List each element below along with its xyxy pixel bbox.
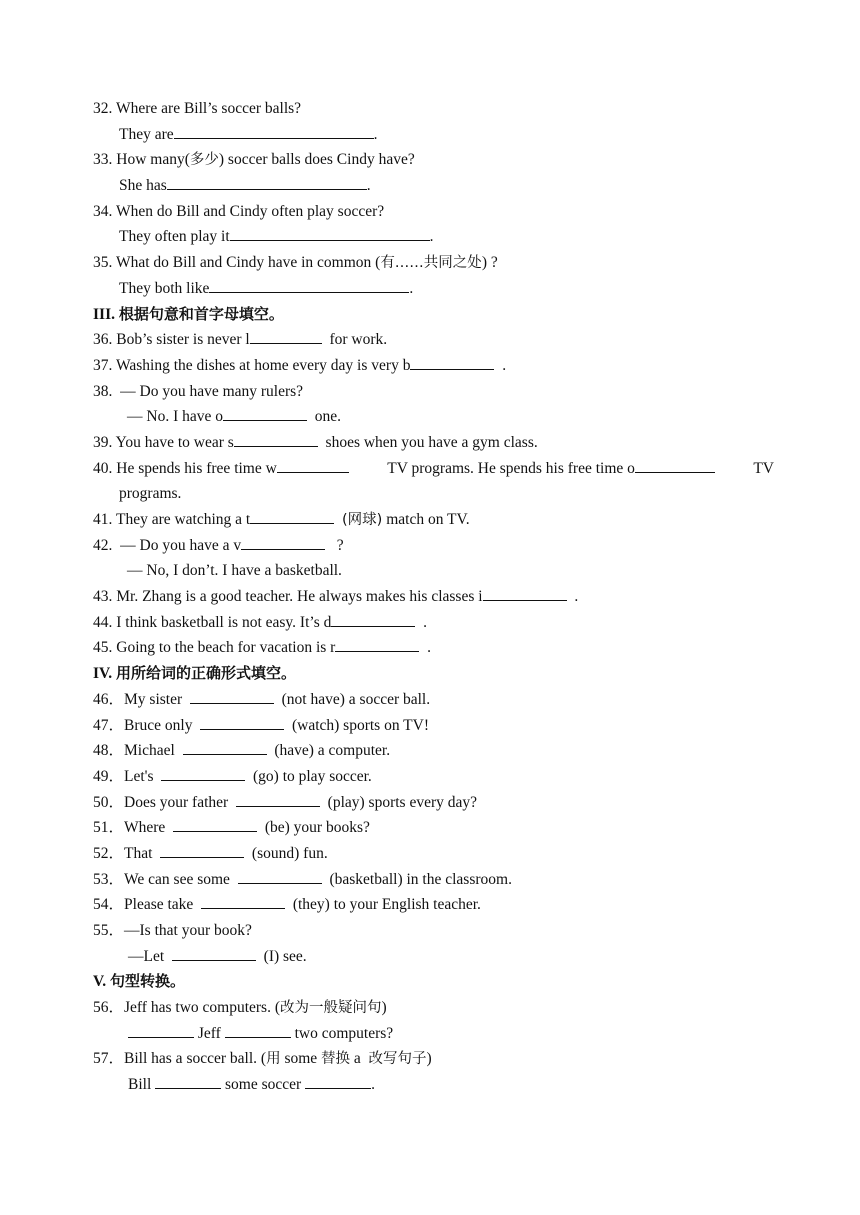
- answer-blank[interactable]: [172, 944, 256, 961]
- question-number: 34.: [93, 202, 113, 220]
- answer-blank[interactable]: [160, 841, 244, 858]
- question-55: [0, 918, 860, 944]
- answer-prefix: They are: [119, 125, 174, 143]
- question-38-reply: [0, 404, 860, 430]
- question-38: [0, 379, 860, 405]
- worksheet: [0, 96, 860, 1098]
- question-text: — No. I have o: [127, 408, 223, 426]
- question-57: [0, 1046, 860, 1072]
- question-number: 46．: [93, 690, 125, 708]
- question-42: [0, 533, 860, 559]
- answer-57: [0, 1072, 860, 1098]
- question-text: 36. Bob’s sister is never l: [93, 331, 250, 349]
- answer-blank[interactable]: [209, 276, 409, 293]
- section-title: 根据句意和首字母填空。: [118, 304, 284, 323]
- question-text: — No, I don’t. I have a basketball.: [127, 562, 342, 580]
- answer-blank[interactable]: [201, 892, 285, 909]
- question-text: 43. Mr. Zhang is a good teacher. He always makes his classes i: [93, 588, 483, 606]
- answer-56: [0, 1021, 860, 1047]
- question-text: some: [284, 1050, 318, 1068]
- question-number: 47．: [93, 716, 125, 734]
- answer-blank[interactable]: [161, 764, 245, 781]
- question-46: [0, 687, 860, 713]
- question-text: —Let: [128, 947, 165, 965]
- answer-blank[interactable]: [238, 867, 322, 884]
- question-number: 32.: [93, 100, 113, 117]
- question-text: How many(: [116, 151, 190, 169]
- question-text: (not have) a soccer ball.: [281, 690, 431, 708]
- answer-blank[interactable]: [410, 353, 494, 370]
- question-text: 45. Going to the beach for vacation is r: [93, 639, 336, 657]
- answer-blank[interactable]: [200, 713, 284, 730]
- question-52: [0, 841, 860, 867]
- chinese-instruction: 用: [266, 1051, 281, 1068]
- question-51: [0, 815, 860, 841]
- answer-blank[interactable]: [250, 327, 322, 344]
- answer-blank[interactable]: [335, 635, 419, 652]
- question-40-cont: [0, 481, 860, 507]
- question-text: ?: [336, 536, 344, 554]
- question-text: 42. — Do you have a v: [93, 536, 242, 554]
- chinese-instruction: 替换: [321, 1051, 351, 1068]
- question-text: .: [574, 588, 579, 606]
- section-heading-5: [0, 969, 860, 995]
- question-56: [0, 995, 860, 1021]
- question-37: [0, 353, 860, 379]
- chinese-gloss: 多少: [189, 152, 219, 169]
- question-number: 56．: [93, 999, 125, 1017]
- question-text: Where are Bill’s soccer balls?: [115, 100, 302, 117]
- question-number: 50．: [93, 793, 125, 811]
- question-number: 48．: [93, 742, 125, 760]
- question-text: .: [502, 356, 507, 374]
- answer-blank[interactable]: [190, 687, 274, 704]
- question-text: TV programs. He spends his free time o: [387, 459, 635, 477]
- answer-suffix: .: [373, 125, 378, 143]
- question-number: 55．: [93, 922, 125, 939]
- answer-blank[interactable]: [241, 533, 325, 550]
- question-text: ) ?: [481, 254, 498, 272]
- question-text: (basketball) in the classroom.: [329, 870, 512, 888]
- question-text: ): [381, 999, 387, 1017]
- question-text: Bruce only: [124, 716, 193, 734]
- answer-suffix: .: [409, 279, 414, 297]
- question-34: [0, 199, 860, 225]
- answer-blank[interactable]: [234, 430, 318, 447]
- chinese-instruction: 改写句子: [368, 1051, 427, 1068]
- answer-suffix: .: [366, 177, 371, 195]
- answer-prefix: They often play it: [119, 228, 230, 246]
- answer-blank[interactable]: [635, 456, 715, 473]
- question-text: 44. I think basketball is not easy. It’s d: [93, 613, 332, 631]
- question-number: 52．: [93, 844, 125, 862]
- question-35: [0, 250, 860, 276]
- section-title: 用所给词的正确形式填空。: [115, 664, 296, 683]
- question-text: Bill: [128, 1076, 152, 1094]
- question-text: (sound) fun.: [251, 844, 328, 862]
- answer-blank[interactable]: [167, 173, 367, 190]
- question-number: 57．: [93, 1050, 125, 1068]
- question-text: TV: [753, 459, 774, 477]
- question-text: When do Bill and Cindy often play soccer?: [115, 202, 385, 220]
- question-text: (play) sports every day?: [327, 793, 478, 811]
- chinese-instruction: 改为一般疑问句: [279, 1000, 382, 1017]
- question-number: 49．: [93, 767, 125, 785]
- question-text: shoes when you have a gym class.: [325, 433, 538, 451]
- question-43: [0, 584, 860, 610]
- question-text: 38. — Do you have many rulers?: [93, 382, 304, 400]
- question-text: (go) to play soccer.: [253, 767, 372, 785]
- question-45: [0, 635, 860, 661]
- section-heading-3: [0, 302, 860, 328]
- question-text: two computers?: [294, 1024, 394, 1042]
- question-32: [0, 96, 860, 122]
- answer-35: [0, 276, 860, 302]
- question-text: Where: [124, 819, 166, 837]
- answer-blank[interactable]: [305, 1072, 371, 1089]
- question-text: programs.: [119, 485, 182, 503]
- question-text: (be) your books?: [264, 819, 370, 837]
- section-roman: V.: [93, 973, 107, 991]
- question-40: [0, 456, 860, 482]
- answer-blank[interactable]: [128, 1021, 194, 1038]
- section-roman: IV.: [93, 665, 113, 683]
- answer-blank[interactable]: [230, 224, 430, 241]
- question-text: 37. Washing the dishes at home every day is very b: [93, 356, 411, 374]
- question-39: [0, 430, 860, 456]
- answer-33: [0, 173, 860, 199]
- question-text: Jeff: [197, 1024, 221, 1042]
- question-50: [0, 790, 860, 816]
- answer-blank[interactable]: [173, 815, 257, 832]
- question-text: What do Bill and Cindy have in common (: [115, 254, 381, 272]
- answer-prefix: They both like: [119, 279, 210, 297]
- answer-blank[interactable]: [225, 1021, 291, 1038]
- section-title: 句型转换。: [109, 972, 185, 991]
- question-text: (have) a computer.: [274, 742, 391, 760]
- question-54: [0, 892, 860, 918]
- answer-blank[interactable]: [483, 584, 567, 601]
- question-49: [0, 764, 860, 790]
- question-36: [0, 327, 860, 353]
- question-text: Let's: [124, 767, 154, 785]
- question-text: We can see some: [124, 870, 230, 888]
- answer-blank[interactable]: [250, 507, 334, 524]
- answer-blank[interactable]: [236, 790, 320, 807]
- question-number: 33.: [93, 151, 113, 169]
- question-text: a: [353, 1050, 361, 1068]
- question-53: [0, 867, 860, 893]
- question-33: [0, 147, 860, 173]
- answer-32: [0, 122, 860, 148]
- question-41: [0, 507, 860, 533]
- chinese-gloss: (网球): [342, 512, 383, 528]
- question-text: Michael: [124, 742, 175, 760]
- answer-blank[interactable]: [223, 404, 307, 421]
- question-text: for work.: [329, 331, 388, 349]
- question-text: My sister: [124, 690, 183, 708]
- question-number: 54．: [93, 896, 125, 914]
- answer-blank[interactable]: [155, 1072, 221, 1089]
- answer-blank[interactable]: [331, 610, 415, 627]
- section-roman: III.: [93, 305, 115, 323]
- question-text: ): [426, 1050, 432, 1068]
- question-text: Does your father: [124, 793, 229, 811]
- question-text: .: [423, 613, 427, 631]
- answer-suffix: .: [429, 228, 434, 246]
- answer-prefix: She has: [119, 177, 167, 195]
- question-number: 51．: [93, 819, 125, 837]
- question-44: [0, 610, 860, 636]
- question-text: Bill has a soccer ball. (: [124, 1050, 267, 1068]
- question-48: [0, 738, 860, 764]
- question-number: 35.: [93, 254, 113, 272]
- question-text: 39. You have to wear s: [93, 433, 234, 451]
- question-text: (watch) sports on TV!: [291, 716, 430, 734]
- question-text: match on TV.: [386, 511, 470, 528]
- question-42-reply: [0, 558, 860, 584]
- question-55-reply: [0, 944, 860, 970]
- answer-34: [0, 224, 860, 250]
- question-text: That: [124, 844, 153, 862]
- answer-blank[interactable]: [277, 456, 349, 473]
- question-text: ) soccer balls does Cindy have?: [218, 151, 415, 169]
- question-text: Jeff has two computers. (: [124, 999, 280, 1017]
- chinese-gloss: 有……共同之处: [380, 255, 482, 272]
- question-47: [0, 713, 860, 739]
- question-number: 53．: [93, 870, 125, 888]
- answer-blank[interactable]: [183, 738, 267, 755]
- question-text: 41. They are watching a t: [93, 511, 251, 528]
- question-text: (I) see.: [263, 947, 307, 965]
- question-text: .: [427, 639, 431, 657]
- question-text: .: [371, 1076, 375, 1094]
- question-text: Please take: [124, 896, 194, 914]
- question-text: some soccer: [225, 1076, 302, 1094]
- question-text: one.: [314, 408, 342, 426]
- question-text: 40. He spends his free time w: [93, 459, 277, 477]
- question-text: —Is that your book?: [124, 922, 252, 939]
- answer-blank[interactable]: [174, 122, 374, 139]
- section-heading-4: [0, 661, 860, 687]
- question-text: (they) to your English teacher.: [292, 896, 481, 914]
